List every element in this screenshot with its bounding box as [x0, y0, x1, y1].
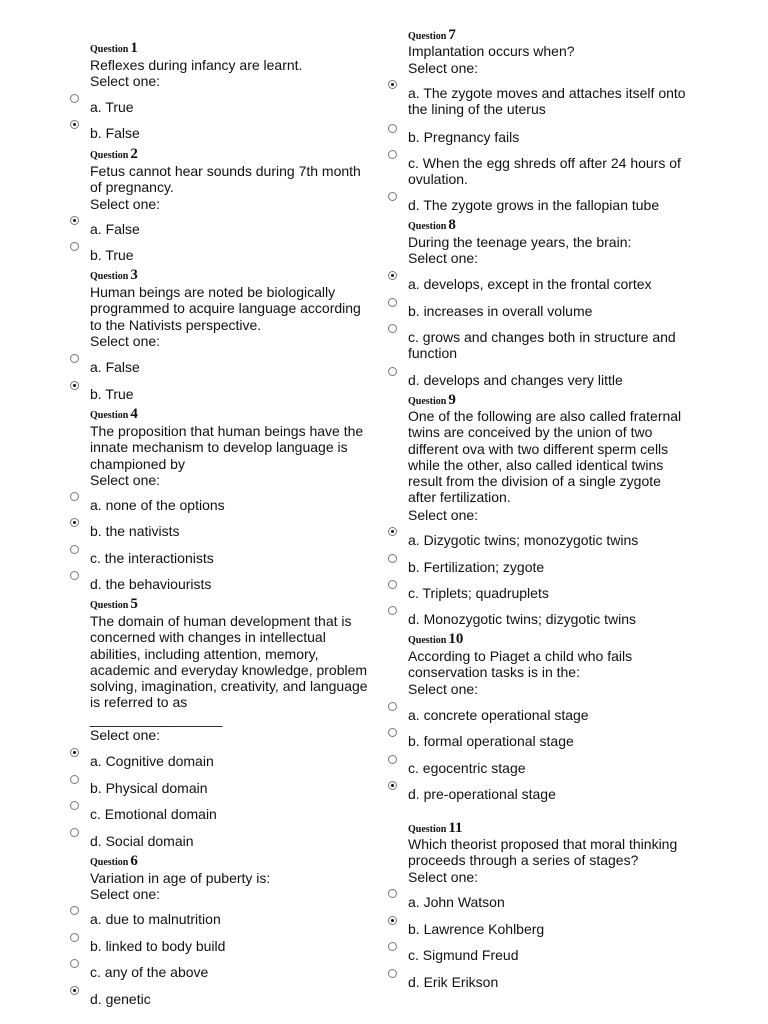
select-one-prompt: Select one: — [90, 472, 161, 488]
question-label: Question — [90, 410, 129, 421]
option-label: a. False — [90, 221, 140, 237]
question-number: 8 — [448, 217, 456, 233]
option-label: d. The zygote grows in the fallopian tube — [408, 197, 660, 213]
answer-option[interactable] — [384, 276, 684, 294]
answer-option[interactable] — [384, 585, 684, 603]
option-label: b. Pregnancy fails — [408, 129, 520, 145]
question-label: Question — [90, 600, 129, 611]
answer-option[interactable] — [384, 85, 684, 117]
radio-button[interactable] — [388, 324, 397, 333]
option-label: a. Dizygotic twins; monozygotic twins — [408, 532, 639, 548]
radio-button[interactable] — [70, 933, 79, 942]
option-label: a. False — [90, 359, 140, 375]
radio-button[interactable] — [388, 889, 397, 898]
answer-option[interactable] — [384, 733, 684, 751]
question-heading — [90, 596, 138, 614]
answer-option[interactable] — [66, 497, 366, 515]
radio-dot-icon — [73, 219, 76, 222]
radio-button[interactable] — [70, 545, 79, 554]
question-number: 6 — [130, 853, 138, 869]
answer-option[interactable] — [66, 753, 366, 771]
option-label: b. increases in overall volume — [408, 303, 593, 319]
radio-dot-icon — [391, 530, 394, 533]
question-label: Question — [408, 396, 447, 407]
question-text: Implantation occurs when? — [408, 43, 575, 59]
question-number: 5 — [130, 596, 138, 612]
option-label: c. any of the above — [90, 964, 209, 980]
radio-dot-icon — [73, 521, 76, 524]
answer-option[interactable] — [384, 894, 684, 912]
select-one-prompt: Select one: — [408, 681, 479, 697]
radio-button[interactable] — [388, 150, 397, 159]
question-heading — [408, 217, 456, 235]
option-label: a. Cognitive domain — [90, 753, 214, 769]
option-label: a. due to malnutrition — [90, 911, 221, 927]
radio-dot-icon — [73, 751, 76, 754]
radio-dot-icon — [391, 83, 394, 86]
question-text: The proposition that human beings have the innate mechanism to develop language is championed by — [90, 423, 364, 472]
radio-button[interactable] — [70, 492, 79, 501]
radio-button-selected[interactable] — [70, 518, 79, 527]
option-label: d. develops and changes very little — [408, 372, 623, 388]
question-text: Variation in age of puberty is: — [90, 870, 271, 886]
answer-option[interactable] — [66, 806, 366, 824]
answer-option[interactable] — [66, 833, 366, 851]
option-label: c. grows and changes both in structure and function — [408, 329, 676, 361]
answer-option[interactable] — [66, 576, 366, 594]
select-one-prompt: Select one: — [90, 727, 161, 743]
answer-option[interactable] — [384, 372, 684, 390]
answer-option[interactable] — [66, 780, 366, 798]
answer-option[interactable] — [384, 760, 684, 778]
question-number: 1 — [130, 40, 138, 56]
radio-button-selected[interactable] — [70, 216, 79, 225]
question-label: Question — [408, 31, 447, 42]
option-label: b. linked to body build — [90, 938, 226, 954]
answer-option[interactable] — [66, 247, 366, 265]
select-one-prompt: Select one: — [408, 507, 479, 523]
question-number: 11 — [448, 820, 463, 836]
question-text: Fetus cannot hear sounds during 7th month of pregnancy. — [90, 163, 361, 196]
radio-button[interactable] — [388, 969, 397, 978]
option-label: a. concrete operational stage — [408, 707, 589, 723]
answer-option[interactable] — [384, 197, 684, 215]
question-number: 2 — [130, 146, 138, 162]
option-label: b. Lawrence Kohlberg — [408, 921, 545, 937]
radio-button-selected[interactable] — [388, 271, 397, 280]
question-text: The domain of human development that is concerned with changes in intellectual abilities, including attention, memory, academic and everyday knowledge, problem solving, imagination, creativity, and language is referred to as _________________ — [90, 613, 368, 727]
answer-option[interactable] — [66, 550, 366, 568]
radio-dot-icon — [391, 274, 394, 277]
option-label: b. Fertilization; zygote — [408, 559, 545, 575]
question-label: Question — [408, 824, 447, 835]
radio-button[interactable] — [388, 606, 397, 615]
option-label: c. Triplets; quadruplets — [408, 585, 549, 601]
answer-option[interactable] — [66, 991, 366, 1009]
answer-option[interactable] — [384, 559, 684, 577]
option-label: a. True — [90, 99, 134, 115]
option-label: a. The zygote moves and attaches itself onto the lining of the uterus — [408, 85, 686, 117]
question-number: 10 — [448, 631, 464, 647]
question-text: Reflexes during infancy are learnt. — [90, 57, 303, 73]
radio-button[interactable] — [388, 942, 397, 951]
question-heading — [90, 406, 138, 424]
radio-button[interactable] — [388, 755, 397, 764]
answer-option[interactable] — [66, 964, 366, 982]
answer-option[interactable] — [66, 938, 366, 956]
answer-option[interactable] — [384, 974, 684, 992]
answer-option[interactable] — [66, 359, 366, 377]
radio-button[interactable] — [388, 728, 397, 737]
option-label: d. genetic — [90, 991, 151, 1007]
answer-option[interactable] — [384, 155, 684, 187]
option-label: d. Erik Erikson — [408, 974, 499, 990]
question-label: Question — [90, 857, 129, 868]
question-label: Question — [408, 635, 447, 646]
question-text: According to Piaget a child who fails conservation tasks is in the: — [408, 648, 633, 681]
radio-button[interactable] — [70, 94, 79, 103]
radio-button[interactable] — [388, 367, 397, 376]
answer-option[interactable] — [66, 386, 366, 404]
question-text: One of the following are also called fraternal twins are conceived by the union of two different ova with two different sperm cells while the other, also called identical twins result from the division of a single zygote after fertilization. — [408, 408, 682, 506]
select-one-prompt: Select one: — [90, 886, 161, 902]
option-label: d. Social domain — [90, 833, 194, 849]
question-number: 9 — [448, 392, 456, 408]
option-label: b. True — [90, 247, 134, 263]
radio-dot-icon — [73, 384, 76, 387]
question-text: Human beings are noted be biologically programmed to acquire language according to the Nativists perspective. — [90, 284, 361, 333]
radio-button-selected[interactable] — [70, 748, 79, 757]
select-one-prompt: Select one: — [90, 196, 161, 212]
radio-button[interactable] — [70, 801, 79, 810]
radio-button[interactable] — [388, 192, 397, 201]
radio-button-selected[interactable] — [388, 916, 397, 925]
select-one-prompt: Select one: — [90, 333, 161, 349]
radio-button[interactable] — [70, 571, 79, 580]
option-label: a. John Watson — [408, 894, 505, 910]
question-heading — [90, 40, 138, 58]
radio-button-selected[interactable] — [388, 527, 397, 536]
radio-button[interactable] — [70, 354, 79, 363]
answer-option[interactable] — [66, 911, 366, 929]
option-label: c. egocentric stage — [408, 760, 526, 776]
option-label: c. the interactionists — [90, 550, 214, 566]
select-one-prompt: Select one: — [408, 60, 479, 76]
option-label: c. Emotional domain — [90, 806, 217, 822]
question-number: 3 — [130, 267, 138, 283]
option-label: b. False — [90, 125, 140, 141]
option-label: b. Physical domain — [90, 780, 208, 796]
radio-button[interactable] — [388, 298, 397, 307]
option-label: d. the behaviourists — [90, 576, 212, 592]
answer-option[interactable] — [66, 221, 366, 239]
question-text: Which theorist proposed that moral thinking proceeds through a series of stages? — [408, 836, 678, 869]
select-one-prompt: Select one: — [90, 73, 161, 89]
question-label: Question — [90, 271, 129, 282]
answer-option[interactable] — [66, 523, 366, 541]
radio-dot-icon — [73, 123, 76, 126]
question-number: 7 — [448, 27, 456, 43]
answer-option[interactable] — [66, 125, 366, 143]
question-label: Question — [408, 221, 447, 232]
option-label: a. develops, except in the frontal cortex — [408, 276, 652, 292]
radio-button[interactable] — [388, 554, 397, 563]
radio-button[interactable] — [70, 775, 79, 784]
question-text: During the teenage years, the brain: — [408, 234, 632, 250]
question-number: 4 — [130, 406, 138, 422]
answer-option[interactable] — [384, 947, 684, 965]
radio-button-selected[interactable] — [70, 381, 79, 390]
option-label: c. Sigmund Freud — [408, 947, 519, 963]
answer-option[interactable] — [384, 329, 684, 361]
radio-button[interactable] — [70, 242, 79, 251]
answer-option[interactable] — [384, 129, 684, 147]
option-label: b. the nativists — [90, 523, 180, 539]
question-heading — [90, 146, 138, 164]
question-heading — [90, 853, 138, 871]
option-label: c. When the egg shreds off after 24 hours of ovulation. — [408, 155, 681, 187]
radio-button-selected[interactable] — [70, 986, 79, 995]
radio-button-selected[interactable] — [388, 80, 397, 89]
radio-button[interactable] — [70, 906, 79, 915]
select-one-prompt: Select one: — [408, 869, 479, 885]
option-label: b. formal operational stage — [408, 733, 574, 749]
answer-option[interactable] — [384, 532, 684, 550]
option-label: a. none of the options — [90, 497, 225, 513]
question-label: Question — [90, 150, 129, 161]
radio-button[interactable] — [70, 959, 79, 968]
select-one-prompt: Select one: — [408, 250, 479, 266]
radio-dot-icon — [73, 989, 76, 992]
answer-option[interactable] — [384, 303, 684, 321]
answer-option[interactable] — [384, 921, 684, 939]
answer-option[interactable] — [384, 786, 684, 804]
question-heading — [408, 631, 463, 649]
radio-button[interactable] — [70, 828, 79, 837]
option-label: b. True — [90, 386, 134, 402]
question-heading — [90, 267, 138, 285]
radio-button[interactable] — [388, 124, 397, 133]
radio-dot-icon — [391, 919, 394, 922]
radio-dot-icon — [391, 784, 394, 787]
option-label: d. pre-operational stage — [408, 786, 556, 802]
question-label: Question — [90, 44, 129, 55]
answer-option[interactable] — [66, 99, 366, 117]
answer-option[interactable] — [384, 707, 684, 725]
answer-option[interactable] — [384, 611, 684, 629]
radio-button[interactable] — [388, 702, 397, 711]
radio-button-selected[interactable] — [388, 781, 397, 790]
radio-button-selected[interactable] — [70, 120, 79, 129]
radio-button[interactable] — [388, 580, 397, 589]
option-label: d. Monozygotic twins; dizygotic twins — [408, 611, 636, 627]
